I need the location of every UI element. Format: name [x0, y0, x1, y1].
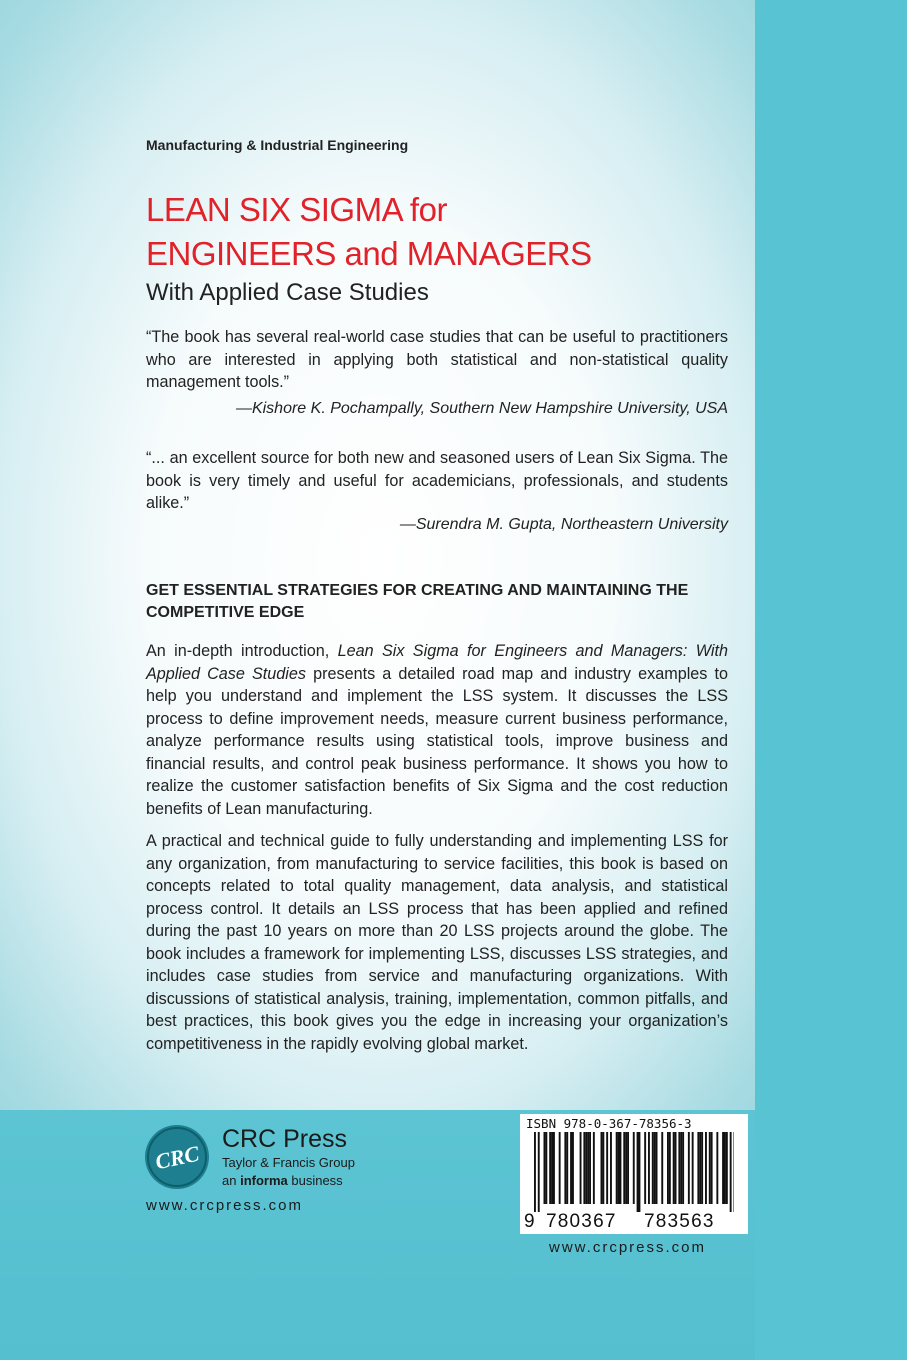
- barcode-bar: [585, 1132, 587, 1204]
- publisher-name: CRC Press: [222, 1125, 348, 1153]
- barcode-bar: [709, 1132, 711, 1204]
- barcode-bar: [589, 1132, 591, 1204]
- title-line-2: ENGINEERS and MANAGERS: [146, 235, 592, 272]
- cover-edge-strip: [755, 0, 907, 1360]
- barcode-bar: [654, 1132, 656, 1204]
- publisher-website: www.crcpress.com: [146, 1197, 304, 1214]
- barcode-bar: [669, 1132, 671, 1204]
- description-intro: An in-depth introduction,: [146, 642, 338, 660]
- barcode-bar: [549, 1132, 551, 1204]
- barcode-bar: [538, 1132, 540, 1212]
- barcode-bar: [661, 1132, 663, 1204]
- endorsement-quote-2: “... an excellent source for both new and seasoned users of Lean Six Sigma. The book is very timely and useful for academicians, professionals, and students alike.”: [146, 449, 728, 512]
- barcode-bar: [559, 1132, 561, 1204]
- barcode-bar: [652, 1132, 654, 1204]
- book-title: [146, 188, 746, 276]
- barcode-bar: [545, 1132, 547, 1204]
- barcode-bar: [711, 1132, 713, 1204]
- barcode-bar: [564, 1132, 566, 1204]
- publisher-brand: [222, 1124, 355, 1190]
- barcode-bar: [627, 1132, 629, 1204]
- website-bottom: www.crcpress.com: [549, 1239, 707, 1256]
- barcode-bar: [734, 1132, 735, 1212]
- endorsement-attribution-1: —Kishore K. Pochampally, Southern New Hampshire University, USA: [235, 400, 728, 417]
- barcode-bar: [692, 1132, 694, 1204]
- description-body: presents a detailed road map and industry examples to help you understand and implement the LSS system. It discusses the LSS process to define improvement needs, measure current business performance, analyze performance results using statistical tools, improve business and financial results, and control peak business performance. It shows you how to realize the customer satisfaction benefits of Six Sigma and the cost reduction benefits of Lean manufacturing.: [146, 664, 728, 818]
- business-name: informa: [240, 1173, 288, 1188]
- barcode-bar: [544, 1132, 546, 1204]
- description-paragraph-1: [146, 640, 728, 820]
- barcode-digits-left: 780367: [546, 1211, 617, 1232]
- barcode-bar: [623, 1132, 625, 1204]
- barcode-bar: [726, 1132, 728, 1204]
- barcode-bar: [602, 1132, 604, 1204]
- barcode-bar: [601, 1132, 603, 1204]
- barcode-bar: [593, 1132, 595, 1204]
- book-subtitle: With Applied Case Studies: [146, 279, 429, 306]
- barcode-bar: [705, 1132, 707, 1204]
- endorsement-attribution-2: —Surendra M. Gupta, Northeastern University: [399, 516, 728, 533]
- barcode-bar: [716, 1132, 718, 1204]
- barcode-bar: [551, 1132, 553, 1204]
- publisher-group: Taylor & Francis Group: [222, 1155, 355, 1170]
- business-prefix: an: [222, 1173, 241, 1188]
- barcode-bar: [688, 1132, 690, 1204]
- barcode-bar: [667, 1132, 669, 1204]
- barcode-bar: [587, 1132, 589, 1204]
- barcode-bar: [610, 1132, 612, 1204]
- barcode-bar: [680, 1132, 682, 1204]
- crc-logo-text: CRC: [152, 1140, 202, 1175]
- isbn-barcode: [520, 1114, 748, 1234]
- barcode-bar: [701, 1132, 703, 1204]
- endorsement-quote-1: “The book has several real-world case studies that can be useful to practitioners who are interested in applying both statistical and non-statistical quality management tools.”: [146, 328, 728, 391]
- barcode-digits-right: 783563: [644, 1211, 715, 1232]
- barcode-bar: [566, 1132, 568, 1204]
- barcode-bar: [675, 1132, 677, 1204]
- isbn-label: ISBN 978-0-367-78356-3: [526, 1116, 692, 1131]
- publisher-business: [222, 1172, 355, 1190]
- description-book-title: Lean Six Sigma for Engineers and Managers: With Applied Case Studies: [146, 642, 728, 683]
- barcode-bar: [616, 1132, 618, 1204]
- barcode-bar: [697, 1132, 699, 1204]
- barcode-bars: [534, 1132, 734, 1212]
- barcode-bar: [639, 1132, 641, 1212]
- barcode-bar: [618, 1132, 620, 1204]
- barcode-bar: [633, 1132, 635, 1204]
- barcode-bar: [572, 1132, 574, 1204]
- barcode-bar: [673, 1132, 675, 1204]
- barcode-bar: [730, 1132, 732, 1212]
- barcode-bar: [656, 1132, 658, 1204]
- business-suffix: business: [287, 1173, 343, 1188]
- barcode-bar: [724, 1132, 726, 1204]
- barcode-bar: [534, 1132, 536, 1212]
- barcode-bar: [637, 1132, 639, 1212]
- barcode-digit-first: 9: [524, 1211, 535, 1232]
- barcode-bar: [620, 1132, 622, 1204]
- barcode-bar: [722, 1132, 724, 1204]
- barcode-bar: [583, 1132, 585, 1204]
- barcode-bar: [606, 1132, 608, 1204]
- section-heading: GET ESSENTIAL STRATEGIES FOR CREATING AND MAINTAINING THE COMPETITIVE EDGE: [146, 582, 689, 621]
- barcode-bar: [678, 1132, 680, 1204]
- barcode-bar: [648, 1132, 650, 1204]
- barcode-bar: [625, 1132, 627, 1204]
- category-label: Manufacturing & Industrial Engineering: [146, 137, 409, 153]
- title-line-1: LEAN SIX SIGMA for: [146, 191, 447, 228]
- description-paragraph-2: A practical and technical guide to fully understanding and implementing LSS for any organization, from manufacturing to service facilities, this book is based on concepts related to total quality management, data analysis, and statistical process control. It details an LSS process that has been applied and refined during the past 10 years on more than 20 LSS projects around the globe. The book includes a framework for implementing LSS, discusses LSS strategies, and includes case studies from service and manufacturing organizations. With discussions of statistical analysis, training, implementation, common pitfalls, and best practices, this book gives you the edge in increasing your organization’s competitiveness in the rapidly evolving global market.: [146, 832, 728, 1053]
- barcode-bar: [570, 1132, 572, 1204]
- barcode-bar: [580, 1132, 582, 1204]
- barcode-bar: [644, 1132, 646, 1204]
- barcode-bar: [682, 1132, 684, 1204]
- crc-logo-icon: [144, 1124, 210, 1190]
- barcode-bar: [699, 1132, 701, 1204]
- barcode-bar: [553, 1132, 555, 1204]
